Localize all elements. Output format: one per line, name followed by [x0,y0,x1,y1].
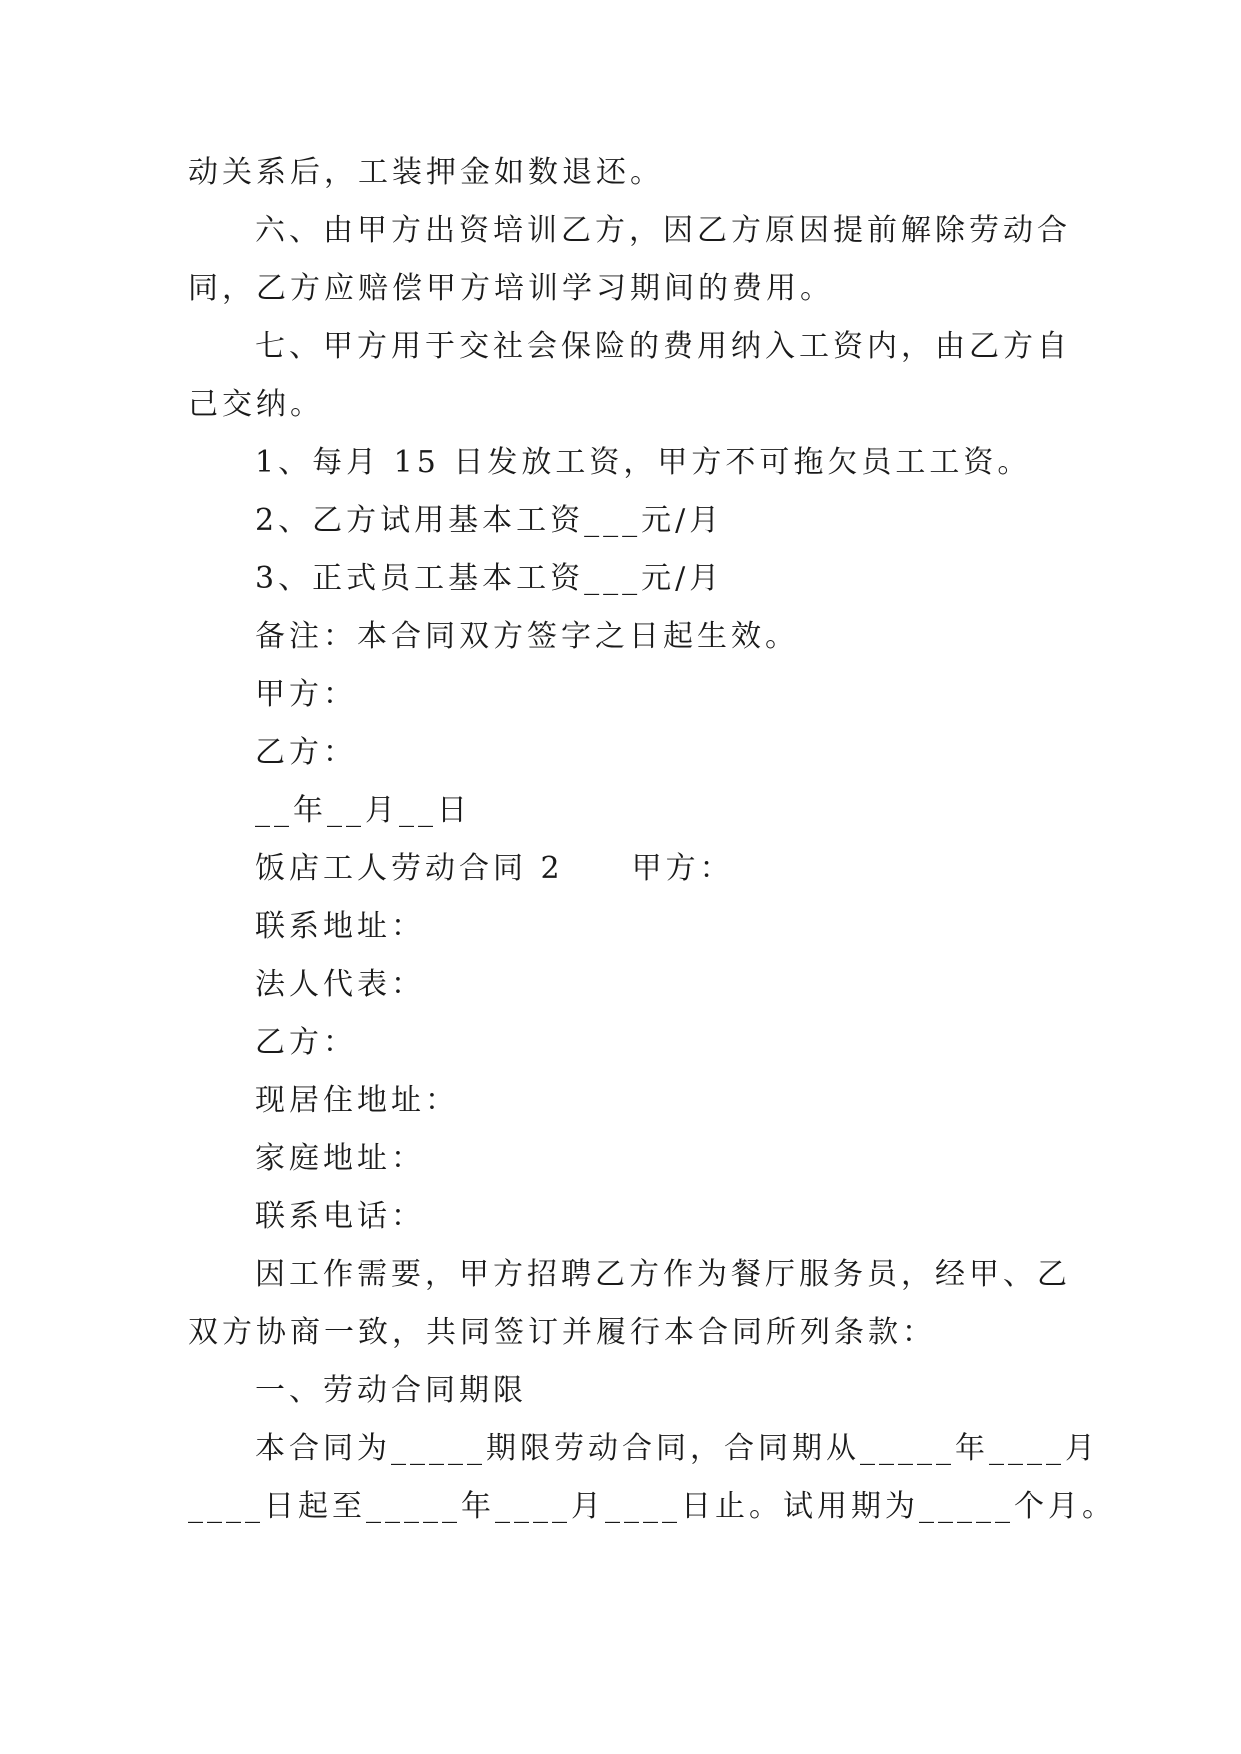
party-b-field: 乙方： [255,1025,357,1060]
term-line-1: 本合同为_____期限劳动合同，合同期从_____年____月 [255,1431,1099,1466]
wage-item-1: 1、每月 15 日发放工资，甲方不可拖欠员工工资。 [255,445,1032,480]
home-address-field: 家庭地址： [255,1141,425,1176]
contract-2-title: 饭店工人劳动合同 2 甲方： [255,851,734,886]
clause-six-line-1: 六、由甲方出资培训乙方，因乙方原因提前解除劳动合 [255,213,1071,248]
phone-field: 联系电话： [255,1199,425,1234]
wage-item-3: 3、正式员工基本工资___元/月 [255,561,724,596]
clause-seven-line-1: 七、甲方用于交社会保险的费用纳入工资内，由乙方自 [255,329,1071,364]
current-address-field: 现居住地址： [255,1083,459,1118]
wage-item-2: 2、乙方试用基本工资___元/月 [255,503,724,538]
intro-line-2: 双方协商一致，共同签订并履行本合同所列条款： [188,1315,936,1350]
intro-line-1: 因工作需要，甲方招聘乙方作为餐厅服务员，经甲、乙 [255,1257,1071,1292]
clause-seven-line-2: 己交纳。 [188,387,324,422]
party-b-signature: 乙方： [255,735,357,770]
term-line-2: ____日起至_____年____月____日止。试用期为_____个月。 [188,1489,1116,1524]
text-line-1: 动关系后，工装押金如数退还。 [188,155,664,190]
section-heading-term: 一、劳动合同期限 [255,1373,527,1408]
date-line: __年__月__日 [255,793,471,828]
remark-line: 备注：本合同双方签字之日起生效。 [255,619,799,654]
legal-representative-field: 法人代表： [255,967,425,1002]
contact-address-field: 联系地址： [255,909,425,944]
clause-six-line-2: 同，乙方应赔偿甲方培训学习期间的费用。 [188,271,834,306]
party-a-signature: 甲方： [255,677,357,712]
